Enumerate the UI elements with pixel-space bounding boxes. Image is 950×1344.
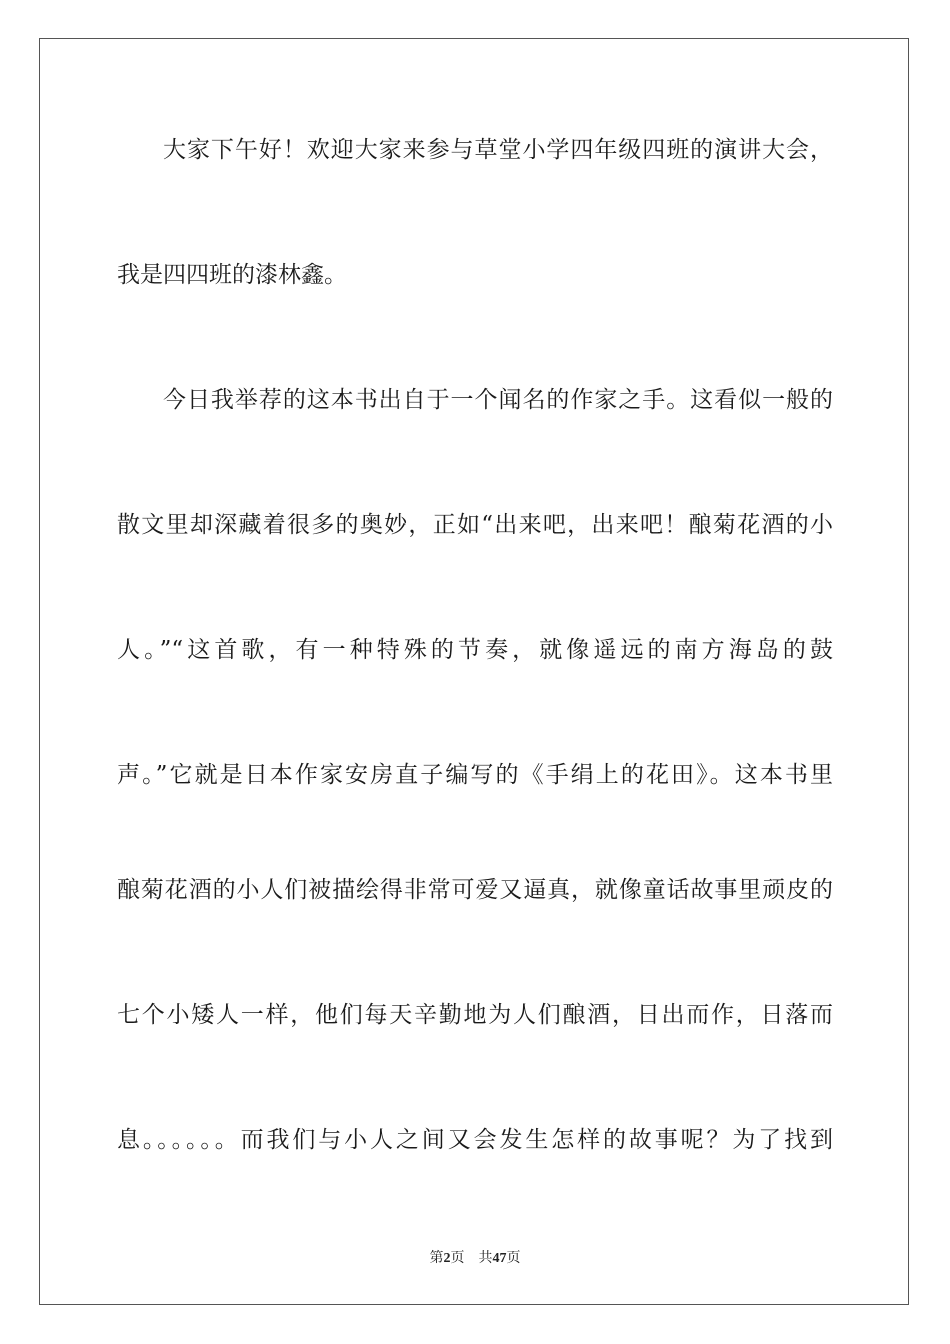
page-suffix: 页 [450,1251,465,1266]
page-footer [0,1247,950,1267]
paragraph-1-line-1: 大家下午好！欢迎大家来参与草堂小学四年级四班的演讲大会， [163,137,833,163]
paragraph-2-line-3: 人。”“这首歌，有一种特殊的节奏，就像遥远的南方海岛的鼓 [117,637,833,663]
page-border [39,38,909,1305]
page-number: 2 [443,1251,451,1266]
paragraph-2-line-4: 声。”它就是日本作家安房直子编写的《手绢上的花田》。这本书里 [117,762,833,788]
paragraph-2-line-2: 散文里却深藏着很多的奥妙，正如“出来吧，出来吧！酿菊花酒的小 [117,512,833,538]
total-prefix: 共 [478,1251,493,1266]
paragraph-1-line-2: 我是四四班的漆林鑫。 [117,262,347,288]
paragraph-2-line-5: 酿菊花酒的小人们被描绘得非常可爱又逼真，就像童话故事里顽皮的 [117,877,833,903]
total-pages: 47 [492,1251,507,1266]
paragraph-2-line-6: 七个小矮人一样，他们每天辛勤地为人们酿酒，日出而作，日落而 [117,1002,833,1028]
paragraph-2-line-7: 息。。。。。。而我们与小人之间又会发生怎样的故事呢？为了找到 [117,1127,833,1153]
page-prefix: 第 [429,1251,444,1266]
paragraph-2-line-1: 今日我举荐的这本书出自于一个闻名的作家之手。这看似一般的 [163,387,833,413]
total-suffix: 页 [506,1251,521,1266]
